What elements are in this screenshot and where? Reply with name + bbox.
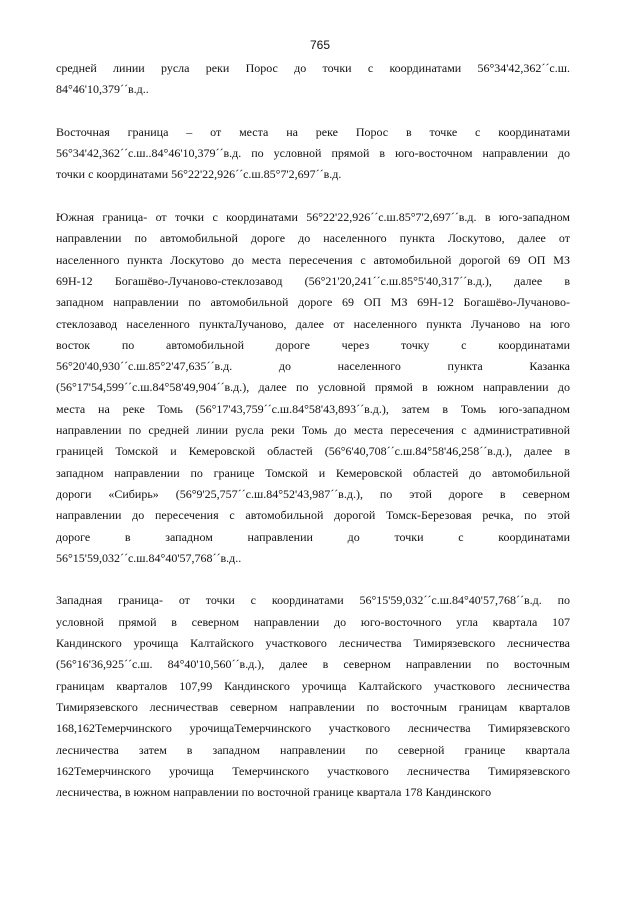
paragraph	[56, 590, 570, 803]
page-number: 765	[309, 38, 331, 52]
text-line: направлении по средней линии русла реки Томь до места пересечения с административной	[56, 423, 570, 438]
text-line: лесничества, в южном направлении по восточной границе квартала 178 Кандинского	[56, 785, 492, 800]
text-line: места на реке Томь (56°17'43,759´´с.ш.84°58'43,893´´в.д.), затем в Томь юго-западном	[56, 401, 570, 416]
text-line: точки с координатами 56°22'22,926´´с.ш.85°7'2,697´´в.д.	[56, 167, 342, 182]
text-line: лесничества затем в западном направлении по северной границе квартала	[56, 742, 570, 757]
text-line: 56°15'59,032´´с.ш.84°40'57,768´´в.д..	[56, 550, 242, 565]
text-line: 84°46'10,379´´в.д..	[56, 82, 149, 97]
text-line: Тимирязевского лесничествав северном направлении по восточным границам кварталов	[56, 699, 570, 714]
text-line: направлении по автомобильной дороге до населенного пункта Лоскутово, далее от	[56, 231, 570, 246]
text-line: 69Н-12 Богашёво-Лучаново-стеклозавод (56°21'20,241´´с.ш.85°5'40,317´´в.д.), далее в	[56, 273, 570, 288]
text-line: западном направлении по автомобильной дороге 69 ОП МЗ 69Н-12 Богашёво-Лучаново-	[56, 295, 570, 310]
text-line: западном направлении по границе Томской и Кемеровской областей до автомобильной	[56, 465, 570, 480]
text-line: дороге в западном направлении до точки с координатами	[56, 529, 570, 544]
text-line: (56°17'54,599´´с.ш.84°58'49,904´´в.д.), далее по условной прямой в южном направлении до	[56, 380, 570, 395]
text-line: 56°20'40,930´´с.ш.85°2'47,635´´в.д. до населенного пункта Казанка	[56, 359, 570, 374]
paragraph	[56, 122, 570, 186]
text-line: 168,162Темерчинского урочищаТемерчинского участкового лесничества Тимирязевского	[56, 721, 570, 736]
text-line: Кандинского урочища Калтайского участкового лесничества Тимирязевского лесничества	[56, 636, 570, 651]
text-line: границам кварталов 107,99 Кандинского урочища Калтайского участкового лесничества	[56, 678, 570, 693]
text-line: стеклозавод населенного пунктаЛучаново, далее от населенного пункта Лучаново на юго	[56, 316, 570, 331]
text-line: средней линии русла реки Порос до точки с координатами 56°34'42,362´´с.ш.	[56, 61, 570, 75]
text-line: (56°16'36,925´´с.ш. 84°40'10,560´´в.д.), далее в северном направлении по восточным	[56, 657, 570, 672]
text-line: направлении до пересечения с автомобильной дорогой Томск-Березовая речка, по этой	[56, 508, 570, 523]
text-line: 162Темерчинского урочища Темерчинского участкового лесничества Тимирязевского	[56, 763, 570, 778]
text-line: восток по автомобильной дороге через точку с координатами	[56, 337, 570, 352]
text-line: Восточная граница – от места на реке Порос в точке с координатами	[56, 124, 570, 139]
text-line: Западная граница- от точки с координатами 56°15'59,032´´с.ш.84°40'57,768´´в.д. по	[56, 593, 570, 608]
text-line: границей Томской и Кемеровской областей (56°6'40,708´´с.ш.84°58'46,258´´в.д.), далее в	[56, 444, 570, 459]
paragraph	[56, 58, 570, 101]
paragraph	[56, 207, 570, 569]
text-line: дороги «Сибирь» (56°9'25,757´´с.ш.84°52'43,987´´в.д.), по этой дороге в северном	[56, 486, 570, 501]
text-line: условной прямой в северном направлении до юго-восточного угла квартала 107	[56, 614, 570, 629]
text-line: Южная граница- от точки с координатами 56°22'22,926´´с.ш.85°7'2,697´´в.д. в юго-западном	[56, 210, 570, 225]
document-body	[56, 58, 570, 825]
text-line: населенного пункта Лоскутово до места пересечения с автомобильной дорогой 69 ОП МЗ	[56, 252, 570, 267]
text-line: 56°34'42,362´´с.ш..84°46'10,379´´в.д. по условной прямой в юго-восточном направлении до	[56, 146, 570, 161]
